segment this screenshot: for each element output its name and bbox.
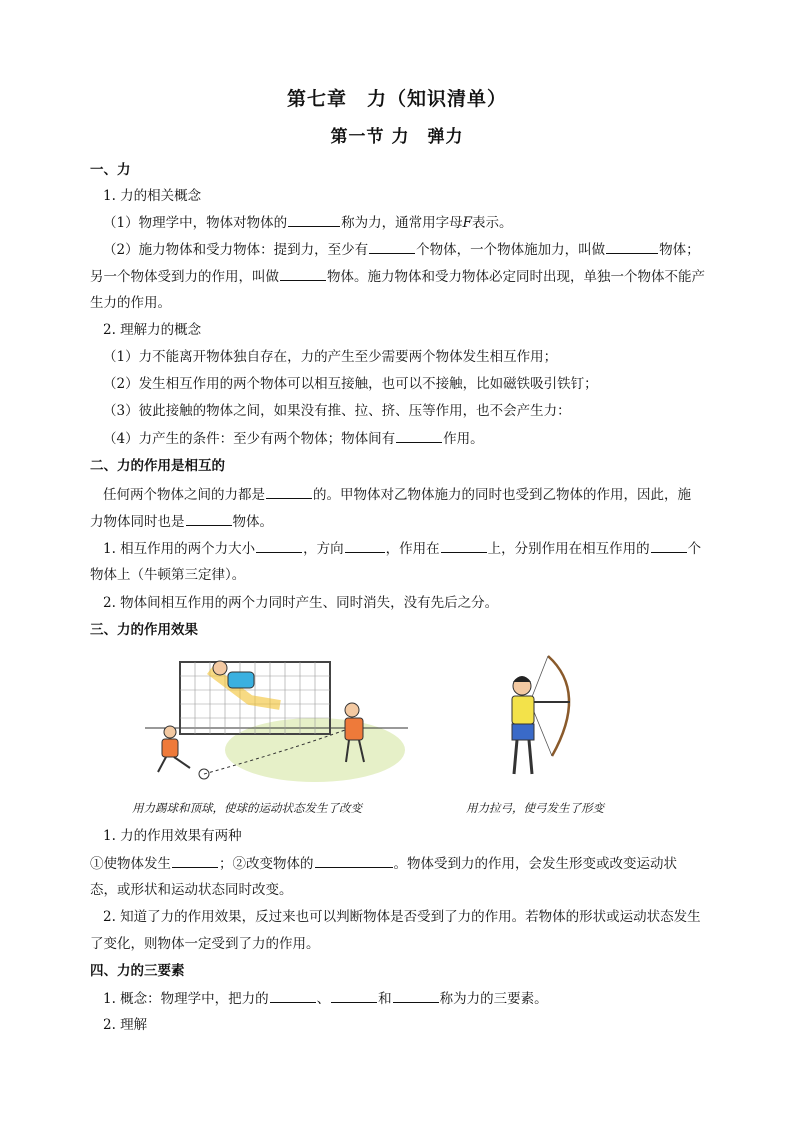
list-item: （3）彼此接触的物体之间，如果没有推、拉、挤、压等作用，也不会产生力： [103,403,571,419]
answer-blank[interactable] [441,538,487,553]
soccer-illustration [140,650,410,790]
paragraph: 物体上（牛顿第三定律）。 [90,567,246,583]
paragraph: 另一个物体受到力的作用，叫做 物体。施力物体和受力物体必定同时出现，单独一个物体不能产 [90,266,720,287]
subheading-effects: 1. 力的作用效果有两种 [103,828,242,844]
paragraph: 任何两个物体之间的力都是 的。甲物体对乙物体施力的同时也受到乙物体的作用，因此，施 [103,484,733,505]
list-item: （1）力不能离开物体独自存在，力的产生至少需要两个物体发生相互作用； [103,349,558,365]
figure-caption-right: 用力拉弓，使弓发生了形变 [466,801,604,815]
answer-blank[interactable] [270,988,316,1003]
heading-three-elements: 四、力的三要素 [90,963,185,979]
paragraph: 1. 概念：物理学中，把力的 、 和 称为力的三要素。 [103,988,733,1009]
answer-blank[interactable] [256,538,302,553]
answer-blank[interactable] [172,853,218,868]
paragraph: ①使物体发生 ；②改变物体的 。物体受到力的作用，会发生形变或改变运动状 [90,853,720,874]
archery-illustration [490,652,590,788]
subheading-understand: 2. 理解力的概念 [103,322,202,338]
answer-blank[interactable] [393,988,439,1003]
page-title: 第七章 力（知识清单） [286,88,507,110]
paragraph: 2. 理解 [103,1017,148,1033]
list-item: 1. 相互作用的两个力大小 ，方向 ，作用在 上，分别作用在相互作用的 个 [103,538,733,559]
paragraph: （1）物理学中，物体对物体的 称为力，通常用字母F表示。 [103,212,733,233]
paragraph: （2）施力物体和受力物体：提到力，至少有 个物体，一个物体施加力，叫做 物体； [103,239,733,260]
heading-force: 一、力 [90,162,131,178]
subheading-concept: 1. 力的相关概念 [103,188,202,204]
answer-blank[interactable] [288,212,340,227]
section-title: 第一节 力 弹力 [330,127,464,147]
answer-blank[interactable] [266,484,312,499]
paragraph: 态，或形状和运动状态同时改变。 [90,882,293,898]
answer-blank[interactable] [186,511,232,526]
paragraph: 生力的作用。 [90,295,171,311]
answer-blank[interactable] [331,988,377,1003]
list-item: 2. 物体间相互作用的两个力同时产生、同时消失，没有先后之分。 [103,595,499,611]
answer-blank[interactable] [396,428,442,443]
figure-caption-left: 用力踢球和顶球，使球的运动状态发生了改变 [132,801,362,815]
answer-blank[interactable] [651,538,687,553]
answer-blank[interactable] [606,239,658,254]
heading-effect: 三、力的作用效果 [90,622,198,638]
list-item: （2）发生相互作用的两个物体可以相互接触，也可以不接触，比如磁铁吸引铁钉； [103,376,598,392]
answer-blank[interactable] [280,266,326,281]
paragraph: 2. 知道了力的作用效果，反过来也可以判断物体是否受到了力的作用。若物体的形状或运动状态发生 [103,909,701,925]
list-item: （4）力产生的条件：至少有两个物体；物体间有 作用。 [103,428,733,449]
answer-blank[interactable] [315,853,393,868]
heading-mutual: 二、力的作用是相互的 [90,458,225,474]
paragraph: 力物体同时也是 物体。 [90,511,720,532]
answer-blank[interactable] [369,239,415,254]
paragraph: 了变化，则物体一定受到了力的作用。 [90,936,320,952]
answer-blank[interactable] [345,538,385,553]
